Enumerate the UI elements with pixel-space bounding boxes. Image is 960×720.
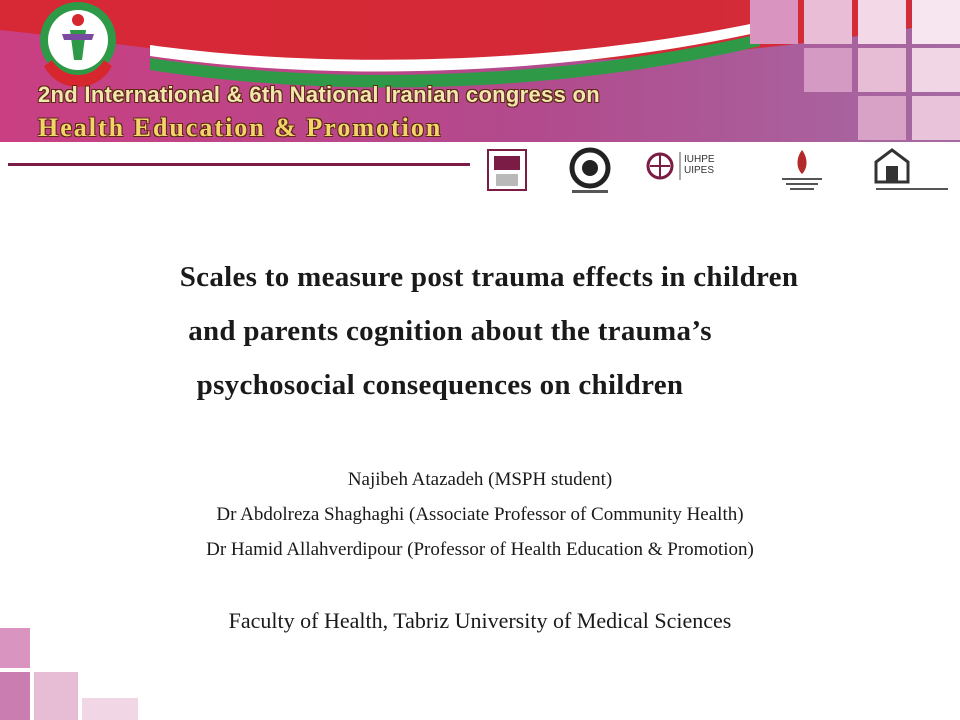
decorative-tiles <box>750 0 960 142</box>
university-logo-icon <box>484 146 532 198</box>
title-line-3: psychosocial consequences on children <box>196 369 684 401</box>
congress-emblem-icon <box>0 0 156 92</box>
corner-decoration <box>0 628 140 720</box>
banner-title: Health Education & Promotion <box>38 113 443 142</box>
partner-logos <box>478 146 958 200</box>
uipes-label: UIPES <box>684 165 715 176</box>
banner-subtitle: 2nd International & 6th National Iranian congress on <box>38 82 601 107</box>
tabriz-university-logo-icon <box>874 146 954 198</box>
ministry-emblem-icon <box>774 146 844 198</box>
iuhpe-label: IUHPE <box>684 154 715 165</box>
divider-line <box>8 163 470 166</box>
conference-banner <box>0 0 960 142</box>
iuhpe-text <box>684 154 715 176</box>
affiliation: Faculty of Health, Tabriz University of Medical Sciences <box>228 608 732 633</box>
author-list <box>60 462 900 567</box>
title-line-2: and parents cognition about the trauma’s <box>188 315 712 347</box>
title-line-1: Scales to measure post trauma effects in children <box>179 261 799 293</box>
author-2: Dr Abdolreza Shaghaghi (Associate Professor of Community Health) <box>216 504 744 525</box>
author-1: Najibeh Atazadeh (MSPH student) <box>347 469 613 490</box>
slide-title <box>40 250 920 412</box>
ring-emblem-icon <box>564 146 618 198</box>
author-3: Dr Hamid Allahverdipour (Professor of Health Education & Promotion) <box>206 539 754 560</box>
